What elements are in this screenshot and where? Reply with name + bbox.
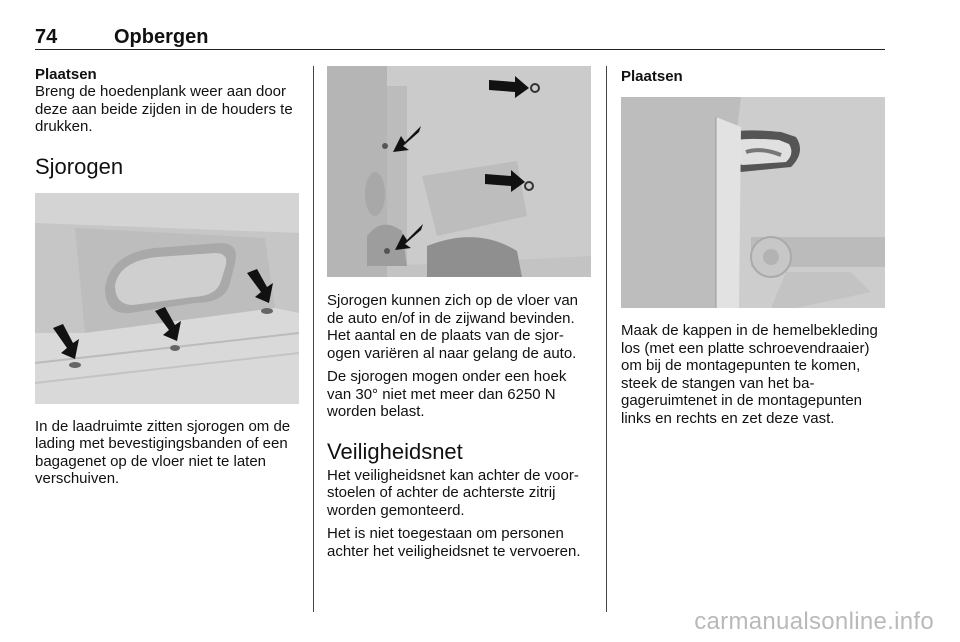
paragraph-hoedenplank: Breng de hoedenplank weer aan door deze aan beide zijden in de houders te drukken.	[35, 83, 293, 135]
paragraph-sjorogen-belasting: De sjorogen mogen onder een hoek van 30° niet met meer dan 6250 N worden belast.	[327, 368, 567, 420]
paragraph-montagepunten: Maak de kappen in de hemelbekleding los (met een platte schroevendraaier) om bij de montagepunten te komen, steek de stangen van het bagageruimtenet in de montagepunten links en rechts en zet deze vast.	[621, 322, 878, 427]
mounting-point-illustration	[621, 97, 885, 308]
figure-wall-lashing-eyes	[327, 66, 591, 277]
column-1	[35, 66, 299, 494]
wall-lashing-illustration	[327, 66, 591, 277]
column-divider-left	[313, 66, 314, 612]
paragraph-sjorogen-plaats: Sjorogen kunnen zich op de vloer van de auto en/of in de zijwand bevinden. Het aantal en de plaats van de sjorogen variëren al naar gelang de auto.	[327, 292, 579, 362]
section-title-sjorogen: Sjorogen	[35, 153, 124, 179]
chapter-title: Opbergen	[114, 26, 209, 48]
subheading-plaatsen-net: Plaatsen	[621, 68, 683, 85]
page-header	[35, 23, 885, 50]
section-title-veiligheidsnet: Veiligheidsnet	[327, 438, 463, 464]
column-2	[327, 66, 591, 566]
watermark-text: carmanualsonline.info	[694, 608, 934, 635]
paragraph-laadruimte: In de laadruimte zitten sjorogen om de lading met bevestigingsbanden of een bagagenet op de vloer niet te laten verschuiven.	[35, 417, 291, 487]
floor-lashing-illustration	[35, 193, 299, 404]
page-number: 74	[35, 26, 58, 48]
paragraph-veiligheidsnet-montage: Het veiligheidsnet kan achter de voorstoelen of achter de achterste zitrij worden gemonteerd.	[327, 466, 579, 519]
column-divider-right	[606, 66, 607, 612]
figure-floor-lashing-eyes	[35, 193, 299, 404]
figure-mounting-point	[621, 97, 885, 308]
subheading-plaatsen: Plaatsen	[35, 66, 97, 83]
column-3	[621, 66, 885, 433]
paragraph-veiligheidsnet-personen: Het is niet toegestaan om personen achter het veiligheidsnet te vervoeren.	[327, 525, 581, 560]
